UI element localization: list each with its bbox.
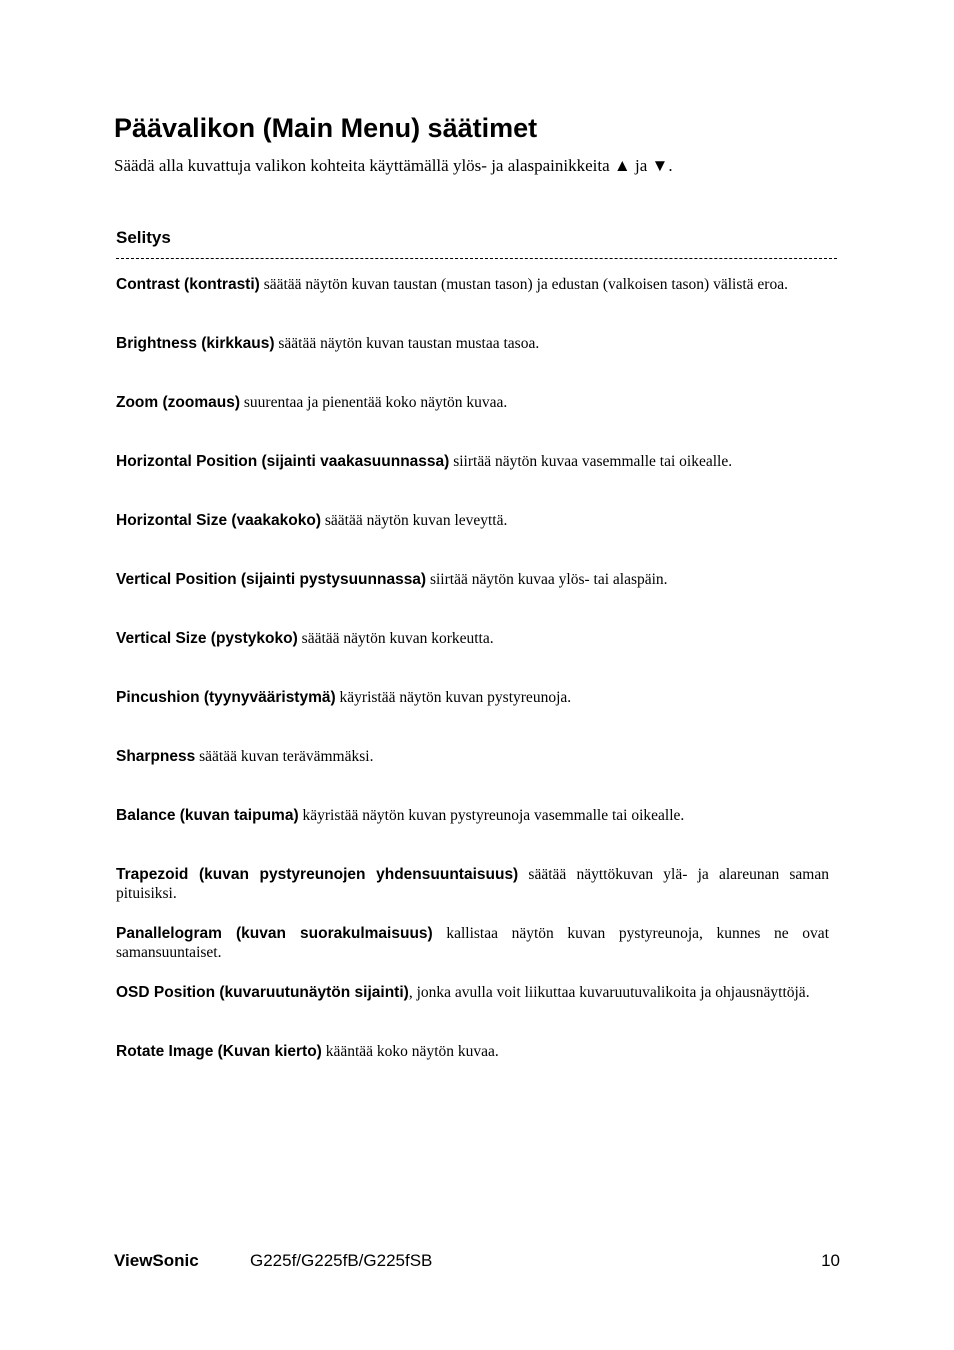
entry-description: käyristää näytön kuvan pystyreunoja vasemmalle tai oikealle. (298, 807, 685, 824)
entry-term: Vertical Size (pystykoko) (116, 630, 298, 647)
entry-term: OSD Position (kuvaruutunäytön sijainti) (116, 984, 409, 1001)
page-footer (0, 1249, 954, 1273)
footer-brand: ViewSonic (114, 1251, 199, 1270)
entry-term: Sharpness (116, 748, 196, 765)
entry-zoom (116, 393, 829, 412)
entry-term: Zoom (zoomaus) (116, 394, 240, 411)
entry-description: suurentaa ja pienentää koko näytön kuvaa. (240, 394, 508, 411)
page-number: 10 (821, 1251, 840, 1270)
entry-term: Contrast (kontrasti) (116, 276, 260, 293)
entry-term: Rotate Image (Kuvan kierto) (116, 1043, 322, 1060)
entry-description: säätää näytön kuvan taustan (mustan tason) ja edustan (valkoisen tason) välistä eroa. (259, 276, 788, 293)
entry-term: Trapezoid (kuvan pystyreunojen yhdensuuntaisuus) (116, 866, 519, 883)
entry-parallelogram (116, 924, 829, 962)
footer-model: G225f/G225fB/G225fSB (250, 1251, 433, 1270)
entry-description: kallistaa näytön kuvan pystyreunoja, kunnes ne ovat samansuuntaiset. (116, 925, 829, 961)
entry-description: säätää näyttökuvan ylä- ja alareunan saman pituisiksi. (116, 866, 829, 902)
page-title: Päävalikon (Main Menu) säätimet (114, 113, 538, 143)
section-heading: Selitys (116, 228, 171, 247)
entry-description: siirtää näytön kuvaa vasemmalle tai oikealle. (449, 453, 733, 470)
dashed-divider (116, 258, 837, 259)
entry-vertical-position (116, 570, 829, 589)
entry-vertical-size (116, 629, 829, 648)
entry-rotate-image (116, 1042, 829, 1061)
entry-contrast (116, 275, 829, 294)
entry-term: Horizontal Size (vaakakoko) (116, 512, 322, 529)
entry-term: Panallelogram (kuvan suorakulmaisuus) (116, 925, 433, 942)
entry-term: Balance (kuvan taipuma) (116, 807, 299, 824)
entry-description: , jonka avulla voit liikuttaa kuvaruutuvalikoita ja ohjausnäyttöjä. (408, 984, 810, 1001)
entry-description: kääntää koko näytön kuvaa. (321, 1043, 499, 1060)
entry-description: säätää näytön kuvan taustan mustaa tasoa. (274, 335, 540, 352)
entry-horizontal-size (116, 511, 829, 530)
entry-description: siirtää näytön kuvaa ylös- tai alaspäin. (426, 571, 668, 588)
entry-term: Brightness (kirkkaus) (116, 335, 275, 352)
entry-balance (116, 806, 829, 825)
entry-description: käyristää näytön kuvan pystyreunoja. (335, 689, 572, 706)
entry-term: Horizontal Position (sijainti vaakasuunnassa) (116, 453, 450, 470)
entry-term: Vertical Position (sijainti pystysuunnassa) (116, 571, 427, 588)
entry-horizontal-position (116, 452, 829, 471)
entry-osd-position (116, 983, 829, 1002)
entry-sharpness (116, 747, 829, 766)
entry-trapezoid (116, 865, 829, 903)
entry-pincushion (116, 688, 829, 707)
entry-description: säätää näytön kuvan korkeutta. (297, 630, 494, 647)
entry-brightness (116, 334, 829, 353)
entry-description: säätää näytön kuvan leveyttä. (321, 512, 508, 529)
entry-description: säätää kuvan terävämmäksi. (195, 748, 374, 765)
entry-term: Pincushion (tyynyvääristymä) (116, 689, 336, 706)
intro-text: Säädä alla kuvattuja valikon kohteita käyttämällä ylös- ja alaspainikkeita ▲ ja ▼. (114, 156, 673, 175)
